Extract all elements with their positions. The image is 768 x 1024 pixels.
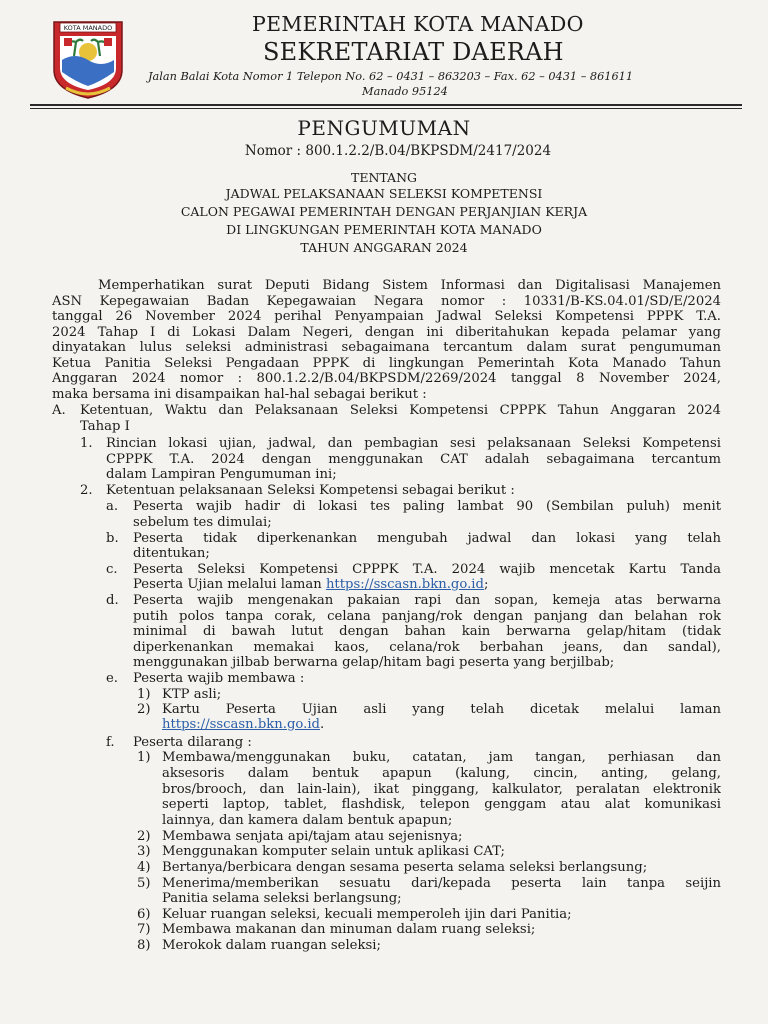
sub-f-item-text: Membawa senjata api/tajam atau sejenisnya; [162, 829, 463, 844]
intro-line: Ketua Panitia Seleksi Pengadaan PPPK di lingkungan Pemerintah Kota Manado Tahun [52, 356, 721, 371]
manado-city-emblem [50, 16, 126, 100]
item-1-line: CPPPK T.A. 2024 dengan menggunakan CAT adalah sebagaimana tercantum [106, 452, 721, 467]
sub-a-marker: a. [106, 499, 119, 514]
sub-b-line: ditentukan; [133, 546, 210, 561]
item-2-line: Ketentuan pelaksanaan Seleksi Kompetensi sebagai berikut : [106, 483, 515, 498]
sub-c-line2 [133, 577, 488, 593]
sub-e-punct: . [320, 717, 325, 732]
sub-f-item-text: Membawa/menggunakan buku, catatan, jam tangan, perhiasan dan [162, 750, 721, 765]
office-address: Jalan Balai Kota Nomor 1 Telepon No. 62 – 0431 – 863203 – Fax. 62 – 0431 – 861611 [148, 70, 634, 83]
sub-f-item-marker: 2) [137, 829, 151, 844]
sub-f-item-text: Membawa makanan dan minuman dalam ruang seleksi; [162, 922, 536, 937]
sub-c-line: Peserta Seleksi Kompetensi CPPPK T.A. 2024 wajib mencetak Kartu Tanda [133, 562, 721, 577]
subject-line: JADWAL PELAKSANAAN SELEKSI KOMPETENSI [225, 186, 543, 201]
sub-d-line: minimal di bawah lutut dengan bahan kain berwarna gelap/hitam (tidak [133, 624, 721, 639]
sub-f-item-text: aksesoris dalam bentuk apapun (kalung, cincin, anting, gelang, [162, 766, 721, 781]
sub-c-marker: c. [106, 562, 118, 577]
subject-line: DI LINGKUNGAN PEMERINTAH KOTA MANADO [226, 222, 542, 237]
section-a-marker: A. [52, 403, 66, 418]
announcement-number: Nomor : 800.1.2.2/B.04/BKPSDM/2417/2024 [244, 143, 552, 159]
sub-f-item-text: bros/brooch, dan lain-lain), ikat pinggang, kalkulator, peralatan elektronik [162, 782, 721, 797]
subject-line: CALON PEGAWAI PEMERINTAH DENGAN PERJANJIAN KERJA [180, 204, 588, 219]
sub-e-item-link-line [162, 717, 324, 733]
sscasn-link[interactable]: https://sscasn.bkn.go.id [162, 717, 320, 732]
intro-line: 2024 Tahap I di Lokasi Dalam Negeri, dengan ini diberitahukan kepada pelamar yang [52, 325, 721, 340]
sub-f-item-marker: 3) [137, 844, 151, 859]
sub-b-line: Peserta tidak diperkenankan mengubah jadwal dan lokasi yang telah [133, 531, 721, 546]
sub-f-item-text: Bertanya/berbicara dengan sesama peserta selama seleksi berlangsung; [162, 860, 648, 875]
sub-d-line: diperkenankan memakai kaos, celana/rok berbahan jeans, dan sandal), [133, 640, 721, 655]
sub-d-line: Peserta wajib mengenakan pakaian rapi dan sopan, kemeja atas berwarna [133, 593, 721, 608]
subject-line: TAHUN ANGGARAN 2024 [300, 240, 468, 255]
tentang-label: TENTANG [350, 170, 417, 185]
sscasn-link[interactable]: https://sscasn.bkn.go.id [325, 577, 484, 592]
sub-e-line: Peserta wajib membawa : [133, 671, 305, 686]
item-1-marker: 1. [80, 436, 93, 451]
sub-f-item-marker: 6) [137, 907, 151, 922]
sub-f-item-marker: 1) [137, 750, 151, 765]
sub-d-line: menggunakan jilbab berwarna gelap/hitam bagi peserta yang berjilbab; [133, 655, 615, 670]
sub-f-item-text: lainnya, dan kamera dalam bentuk apapun; [162, 813, 453, 828]
sub-e-item-text: Kartu Peserta Ujian asli yang telah dicetak melalui laman [162, 702, 721, 717]
sub-f-item-text: Menggunakan komputer selain untuk aplikasi CAT; [162, 844, 505, 859]
section-a-title-cont: Tahap I [80, 419, 130, 434]
sub-d-line: putih polos tanpa corak, celana panjang/rok dengan panjang dan belahan rok [133, 609, 721, 624]
sub-f-item-marker: 8) [137, 938, 151, 953]
sub-c-punct: ; [483, 577, 489, 592]
government-name: PEMERINTAH KOTA MANADO [252, 12, 584, 36]
sub-f-item-marker: 5) [137, 876, 151, 891]
sub-a-line: sebelum tes dimulai; [133, 515, 272, 530]
emblem-banner-text: KOTA MANADO [63, 24, 113, 32]
sub-f-line: Peserta dilarang : [133, 735, 252, 750]
sub-e-item-marker: 1) [137, 687, 151, 702]
intro-line: Memperhatikan surat Deputi Bidang Sistem Informasi dan Digitalisasi Manajemen [98, 278, 721, 293]
sub-c-text: Peserta Ujian melalui laman [133, 577, 326, 592]
sub-d-marker: d. [106, 593, 119, 608]
sub-f-item-text: Keluar ruangan seleksi, kecuali memperoleh ijin dari Panitia; [162, 907, 572, 922]
sub-e-item-text: KTP asli; [162, 687, 222, 702]
intro-line: tanggal 26 November 2024 perihal Penyampaian Jadwal Seleksi Kompetensi PPPK T.A. [52, 309, 721, 324]
sub-b-marker: b. [106, 531, 119, 546]
intro-line: dinyatakan lulus seleksi administrasi sebagaimana tercantum dalam surat pengumuman [52, 340, 721, 355]
sub-f-item-text: Panitia selama seleksi berlangsung; [162, 891, 402, 906]
office-name: SEKRETARIAT DAERAH [263, 38, 564, 66]
letterhead-rule [30, 104, 742, 106]
item-1-line: Rincian lokasi ujian, jadwal, dan pembagian sesi pelaksanaan Seleksi Kompetensi [106, 436, 721, 451]
intro-line: maka bersama ini disampaikan hal-hal sebagai berikut : [52, 387, 427, 402]
sub-f-marker: f. [106, 735, 115, 750]
sub-f-item-text: seperti laptop, tablet, flashdisk, telepon genggam atau alat komunikasi [162, 797, 721, 812]
sub-a-line: Peserta wajib hadir di lokasi tes paling lambat 90 (Sembilan puluh) menit [133, 499, 721, 514]
sub-f-item-marker: 7) [137, 922, 151, 937]
item-1-line: dalam Lampiran Pengumuman ini; [106, 467, 337, 482]
intro-line: Anggaran 2024 nomor : 800.1.2.2/B.04/BKPSDM/2269/2024 tanggal 8 November 2024, [52, 371, 721, 386]
intro-line: ASN Kepegawaian Badan Kepegawaian Negara nomor : 10331/B-KS.04.01/SD/E/2024 [52, 294, 721, 309]
item-2-marker: 2. [80, 483, 93, 498]
sub-f-item-text: Menerima/memberikan sesuatu dari/kepada peserta lain tanpa seijin [162, 876, 721, 891]
sub-f-item-marker: 4) [137, 860, 151, 875]
office-city: Manado 95124 [362, 85, 448, 98]
sub-e-marker: e. [106, 671, 118, 686]
letterhead-rule-thin [30, 108, 742, 109]
sub-f-item-text: Merokok dalam ruangan seleksi; [162, 938, 381, 953]
announcement-heading: PENGUMUMAN [297, 116, 471, 140]
section-a-title: Ketentuan, Waktu dan Pelaksanaan Seleksi Kompetensi CPPPK Tahun Anggaran 2024 [80, 403, 721, 418]
sub-e-item-marker: 2) [137, 702, 151, 717]
